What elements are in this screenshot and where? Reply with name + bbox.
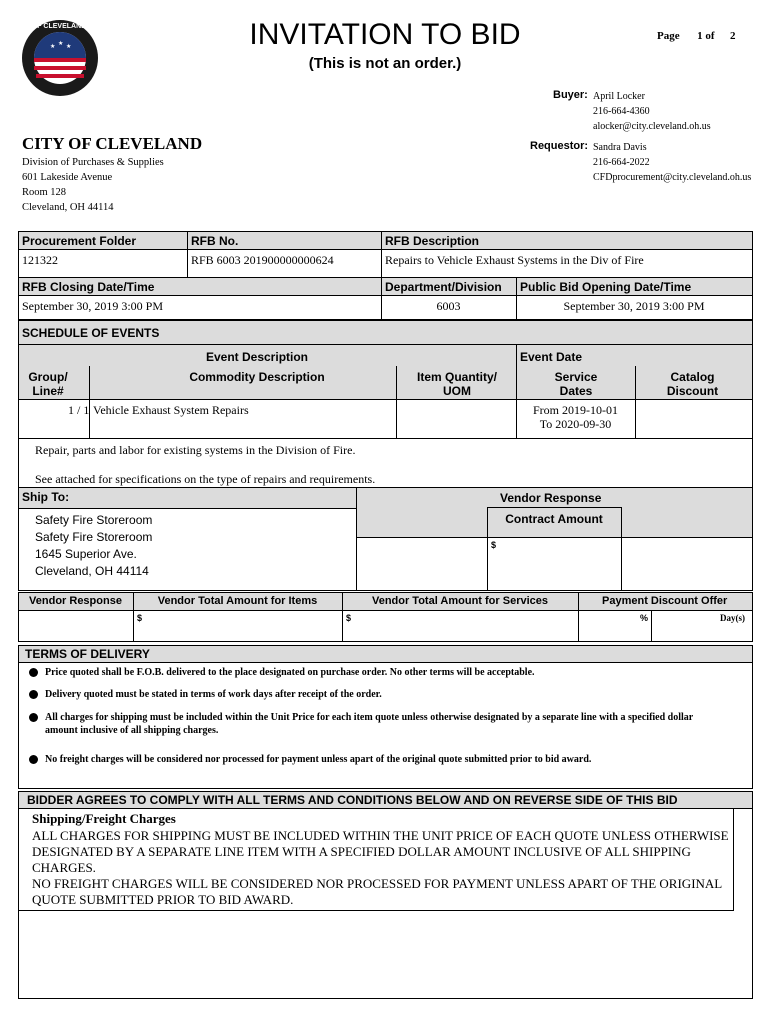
qty-uom-header: Item Quantity/ UOM xyxy=(416,370,497,398)
bullet-icon xyxy=(29,690,38,699)
ship-to-line: Cleveland, OH 44114 xyxy=(35,564,149,578)
buyer-phone: 216-664-4360 xyxy=(593,106,650,117)
discount-days-input[interactable] xyxy=(653,612,718,640)
requestor-name: Sandra Davis xyxy=(593,142,647,153)
ship-to-line: 1645 Superior Ave. xyxy=(35,547,137,561)
vendor-response-title: Vendor Response xyxy=(500,491,602,505)
city-address-line: 601 Lakeside Avenue xyxy=(22,172,113,183)
term-item: Price quoted shall be F.O.B. delivered to the place designated on purchase order. No other terms will be acceptable. xyxy=(45,667,535,678)
vendor-response-input[interactable] xyxy=(20,612,131,640)
svg-text:★: ★ xyxy=(50,44,56,50)
payment-discount-header: Payment Discount Offer xyxy=(602,595,728,607)
opening-date-value: September 30, 2019 3:00 PM xyxy=(563,299,705,313)
schedule-title: SCHEDULE OF EVENTS xyxy=(22,326,160,340)
agreement-paragraph: ALL CHARGES FOR SHIPPING MUST BE INCLUDED WITHIN THE UNIT PRICE OF EACH QUOTE UNLESS OTHERWISE DESIGNATED BY A SEPARATE LINE ITEM WITH A SPECIFIED DOLLAR AMOUNT INCLUSIVE OF ALL SHIPPING CHARGES. xyxy=(32,828,729,875)
rfb-description-label: RFB Description xyxy=(385,234,480,248)
svg-text:★: ★ xyxy=(58,41,64,47)
seal-text: CITY OF CLEVELAND OHIO xyxy=(13,23,107,30)
discount-days: Day(s) xyxy=(720,613,745,623)
service-to: To 2020-09-30 xyxy=(539,417,612,431)
city-address-line: Division of Purchases & Supplies xyxy=(22,157,164,168)
page-subtitle: (This is not an order.) xyxy=(308,55,462,72)
contract-amount-input[interactable] xyxy=(500,545,616,585)
city-address xyxy=(22,155,164,215)
total-items-header: Vendor Total Amount for Items xyxy=(157,595,318,607)
closing-date-label: RFB Closing Date/Time xyxy=(22,280,155,294)
page-title: INVITATION TO BID xyxy=(249,18,521,51)
event-description-header: Event Description xyxy=(205,350,309,364)
vendor-response-header: Vendor Response xyxy=(29,595,122,607)
rfb-description-value: Repairs to Vehicle Exhaust Systems in the Div of Fire xyxy=(385,253,644,267)
city-address-line: Cleveland, OH 44114 xyxy=(22,202,114,213)
ship-to-line: Safety Fire Storeroom xyxy=(35,513,153,527)
page-label: Page xyxy=(657,30,680,42)
requestor-info xyxy=(593,140,751,185)
line-number: 1 / 1 xyxy=(68,403,90,417)
department-value: 6003 xyxy=(436,299,461,313)
term-item: All charges for shipping must be included within the Unit Price for each item quote unless otherwise designated by a separate line with a specified dollar amount inclusive of all shipping charges. xyxy=(45,712,694,736)
procurement-folder-label: Procurement Folder xyxy=(22,234,137,248)
agreement-heading: Shipping/Freight Charges xyxy=(32,811,176,826)
discount-percent: % xyxy=(640,613,649,623)
total-services-header: Vendor Total Amount for Services xyxy=(371,595,549,607)
terms-title: TERMS OF DELIVERY xyxy=(25,647,150,661)
commodity-header: Commodity Description xyxy=(189,370,325,384)
buyer-info xyxy=(593,89,711,134)
city-name: CITY OF CLEVELAND xyxy=(22,134,203,153)
services-currency: $ xyxy=(346,613,352,623)
total-services-input[interactable] xyxy=(355,612,576,640)
schedule-note: See attached for specifications on the type of repairs and requirements. xyxy=(35,472,376,486)
bullet-icon xyxy=(29,668,38,677)
bullet-icon xyxy=(29,755,38,764)
page-number xyxy=(657,30,736,42)
city-address-line: Room 128 xyxy=(22,187,67,198)
city-seal xyxy=(13,18,107,98)
term-item: No freight charges will be considered nor processed for payment unless apart of the original quote submitted prior to bid award. xyxy=(45,754,592,765)
ship-to-label: Ship To: xyxy=(22,490,70,504)
service-from: From 2019-10-01 xyxy=(533,403,618,417)
total-items-input[interactable] xyxy=(146,612,340,640)
svg-text:★: ★ xyxy=(66,44,72,50)
group-line-header: Group/ Line# xyxy=(28,370,68,398)
service-dates-header: Service Dates xyxy=(554,370,598,398)
buyer-name: April Locker xyxy=(593,91,645,102)
requestor-phone: 216-664-2022 xyxy=(593,157,650,168)
items-currency: $ xyxy=(137,613,143,623)
closing-date-value: September 30, 2019 3:00 PM xyxy=(22,299,163,313)
department-label: Department/Division xyxy=(385,280,502,294)
discount-percent-input[interactable] xyxy=(580,612,638,640)
ship-to-line: Safety Fire Storeroom xyxy=(35,530,153,544)
event-date-header: Event Date xyxy=(520,350,583,364)
procurement-folder-value: 121322 xyxy=(22,253,58,267)
agreement-paragraph: NO FREIGHT CHARGES WILL BE CONSIDERED NOR PROCESSED FOR PAYMENT UNLESS APART OF THE ORIGINAL QUOTE SUBMITTED PRIOR TO BID AWARD. xyxy=(32,876,722,907)
rfb-no-label: RFB No. xyxy=(191,234,239,248)
ship-to-address xyxy=(35,512,152,580)
term-item: Delivery quoted must be stated in terms of work days after receipt of the order. xyxy=(45,689,382,700)
page-of: of xyxy=(705,30,715,42)
schedule-note: Repair, parts and labor for existing systems in the Division of Fire. xyxy=(35,443,356,457)
contract-amount-header: Contract Amount xyxy=(505,512,603,526)
bullet-icon xyxy=(29,713,38,722)
opening-date-label: Public Bid Opening Date/Time xyxy=(520,280,692,294)
contract-amount-currency: $ xyxy=(491,540,497,550)
page-current: 1 xyxy=(697,30,703,42)
page-total: 2 xyxy=(730,30,736,42)
buyer-email: alocker@city.cleveland.oh.us xyxy=(593,121,711,132)
catalog-discount-header: Catalog Discount xyxy=(666,370,719,398)
requestor-email: CFDprocurement@city.cleveland.oh.us xyxy=(593,172,752,183)
buyer-label: Buyer: xyxy=(553,89,588,101)
line-description: Vehicle Exhaust System Repairs xyxy=(93,403,249,417)
rfb-no-value: RFB 6003 201900000000624 xyxy=(191,253,334,267)
agreement-title: BIDDER AGREES TO COMPLY WITH ALL TERMS AND CONDITIONS BELOW AND ON REVERSE SIDE OF THIS BID xyxy=(27,793,678,807)
requestor-label: Requestor: xyxy=(530,140,589,152)
